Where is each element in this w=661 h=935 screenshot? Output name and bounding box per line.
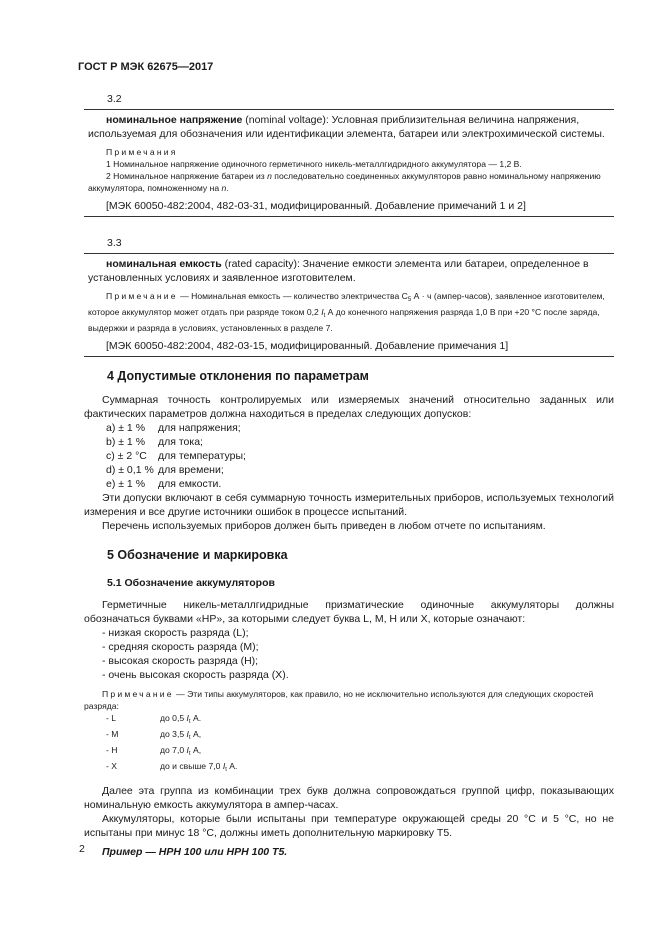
current-symbol: I — [186, 729, 189, 739]
level-code: - L — [106, 713, 117, 723]
term-definition — [88, 113, 610, 141]
section-5-note — [84, 688, 614, 712]
level-limit-a: до и свыше 7,0 — [160, 761, 223, 771]
section-5-p1: Герметичные никель-металлгидридные призматические одиночные аккумуляторы должны обозначаться буквами «HP», за которыми следует буква L, M, H или X, которые означают: — [84, 599, 614, 625]
term-box-3-3 — [84, 253, 614, 357]
note-part: — Номинальная емкость — количество электричества C — [177, 291, 408, 301]
rate-item: - очень высокая скорость разряда (X). — [102, 669, 289, 681]
tolerance-value: c) ± 2 °С — [106, 450, 147, 462]
rate-item: - низкая скорость разряда (L); — [102, 627, 249, 639]
standard-header: ГОСТ Р МЭК 62675—2017 — [78, 61, 214, 73]
section-5-p3: Аккумуляторы, которые были испытаны при температуре окружающей среды 20 °С и 5 °С, но не испытаны при минус 18 °С, должны иметь дополнительную маркировку T5. — [84, 813, 614, 839]
level-limit-a: до 3,5 — [160, 729, 187, 739]
current-symbol: I — [186, 713, 189, 723]
level-item — [84, 728, 614, 744]
level-limit-a: до 0,5 — [160, 713, 187, 723]
current-symbol: I — [186, 745, 189, 755]
tolerance-value: d) ± 0,1 % — [106, 464, 154, 476]
tolerance-item — [84, 463, 614, 477]
rate-item: - средняя скорость разряда (M); — [102, 641, 259, 653]
tolerance-value: b) ± 1 % — [106, 436, 146, 448]
level-limit — [160, 712, 201, 728]
note-sub: 5 — [407, 297, 412, 303]
section-4-intro: Суммарная точность контролируемых или измеряемых значений относительно заданных или фактических параметров должна находиться в пределах следующих допусков: — [84, 394, 614, 420]
level-limit — [160, 728, 201, 744]
note-2 — [88, 170, 610, 194]
notes-label: Примечания — [106, 147, 178, 157]
tolerance-parameter: для напряжения; — [158, 422, 241, 434]
term-box-3-2 — [84, 109, 614, 217]
level-limit-b: А. — [190, 713, 202, 723]
term-name: номинальное напряжение — [106, 114, 243, 126]
note-2-var: n — [221, 183, 227, 193]
current-symbol: I — [222, 761, 226, 771]
note-var: I — [321, 307, 324, 317]
level-code: - X — [106, 761, 117, 771]
note-part: А до конечного напряжения разряда 1,0 В при +20 °С после заряда, выдержки и разряда в условиях, установленных в разделе 7. — [88, 307, 600, 333]
page-number: 2 — [79, 843, 85, 855]
term-source: [МЭК 60050-482:2004, 482-03-31, модифицированный. Добавление примечаний 1 и 2] — [106, 200, 526, 212]
tolerance-list — [84, 421, 614, 491]
tolerance-item — [84, 477, 614, 491]
tolerance-item — [84, 421, 614, 435]
note-2-var: n — [267, 171, 272, 181]
rate-list — [84, 626, 614, 682]
section-4-p3: Перечень используемых приборов должен быть приведен в любом отчете по испытаниям. — [102, 520, 546, 532]
level-item — [84, 712, 614, 728]
term-source: [МЭК 60050-482:2004, 482-03-15, модифицированный. Добавление примечания 1] — [106, 340, 509, 352]
term-english: (nominal voltage) — [245, 114, 326, 126]
tolerance-item — [84, 449, 614, 463]
note-2-part: 2 Номинальное напряжение батареи из — [106, 171, 268, 181]
level-item — [84, 760, 614, 776]
level-limit-b: А. — [226, 761, 238, 771]
note-2-part: последовательно соединенных аккумуляторов равно номинальному напряжению аккумулятора, помноженному на — [88, 171, 601, 193]
term-name: номинальная емкость — [106, 258, 222, 270]
section-5-body — [84, 598, 614, 859]
term-english: (rated capacity) — [224, 258, 297, 270]
current-subscript: t — [188, 751, 191, 757]
note-label: Примечание — [102, 689, 174, 699]
tolerance-parameter: для температуры; — [158, 450, 246, 462]
rate-item: - высокая скорость разряда (H); — [102, 655, 259, 667]
tolerance-parameter: для емкости. — [158, 478, 222, 490]
note-text: — Эти типы аккумуляторов, как правило, но не исключительно используются для следующих скоростей разряда: — [84, 689, 594, 711]
current-subscript: t — [188, 719, 191, 725]
tolerance-parameter: для тока; — [158, 436, 203, 448]
term-definition-text: : Условная приблизительная величина напряжения, используемая для обозначения или идентификации элемента, батареи или электрохимической системы. — [88, 114, 605, 140]
term-number-3-2: 3.2 — [107, 93, 122, 105]
level-limit — [160, 760, 237, 776]
tolerance-item — [84, 435, 614, 449]
section-5-p2: Далее эта группа из комбинации трех букв должна сопровождаться группой цифр, показывающих номинальную емкость аккумулятора в ампер-часах. — [84, 785, 614, 811]
example: Пример — HPH 100 или HPH 100 T5. — [102, 846, 288, 858]
term-definition-text: : Значение емкости элемента или батареи, определенное в установленных условиях и заявленное изготовителем. — [88, 258, 589, 284]
section-4-title: 4 Допустимые отклонения по параметрам — [107, 369, 369, 383]
level-code: - M — [106, 729, 119, 739]
note — [88, 290, 610, 334]
note-1: 1 Номинальное напряжение одиночного герметичного никель-металлгидридного аккумулятора — 1,2 В. — [106, 159, 522, 169]
level-limit — [160, 744, 201, 760]
section-4-p2: Эти допуски включают в себя суммарную точность измерительных приборов, используемых технологий измерения и все другие источники ошибок в процессе испытаний. — [84, 492, 614, 518]
level-limit-a: до 7,0 — [160, 745, 187, 755]
note-2-part: . — [226, 183, 229, 193]
note-label: Примечание — [106, 291, 178, 301]
section-4-body — [84, 393, 614, 533]
section-5-title: 5 Обозначение и маркировка — [107, 548, 288, 562]
tolerance-parameter: для времени; — [158, 464, 224, 476]
level-list — [84, 712, 614, 776]
level-limit-b: А, — [190, 745, 202, 755]
tolerance-value: a) ± 1 % — [106, 422, 146, 434]
note-sub: t — [323, 313, 326, 319]
level-limit-b: А, — [190, 729, 202, 739]
note-part: А · ч (ампер-часов), заявленное изготовителем, которое аккумулятор может отдать при разряде током 0,2 — [88, 291, 605, 317]
level-item — [84, 744, 614, 760]
current-subscript: t — [188, 735, 191, 741]
term-number-3-3: 3.3 — [107, 237, 122, 249]
term-definition — [88, 257, 610, 285]
level-code: - H — [106, 745, 118, 755]
tolerance-value: e) ± 1 % — [106, 478, 146, 490]
current-subscript: t — [225, 767, 227, 773]
subsection-5-1-title: 5.1 Обозначение аккумуляторов — [107, 577, 275, 589]
